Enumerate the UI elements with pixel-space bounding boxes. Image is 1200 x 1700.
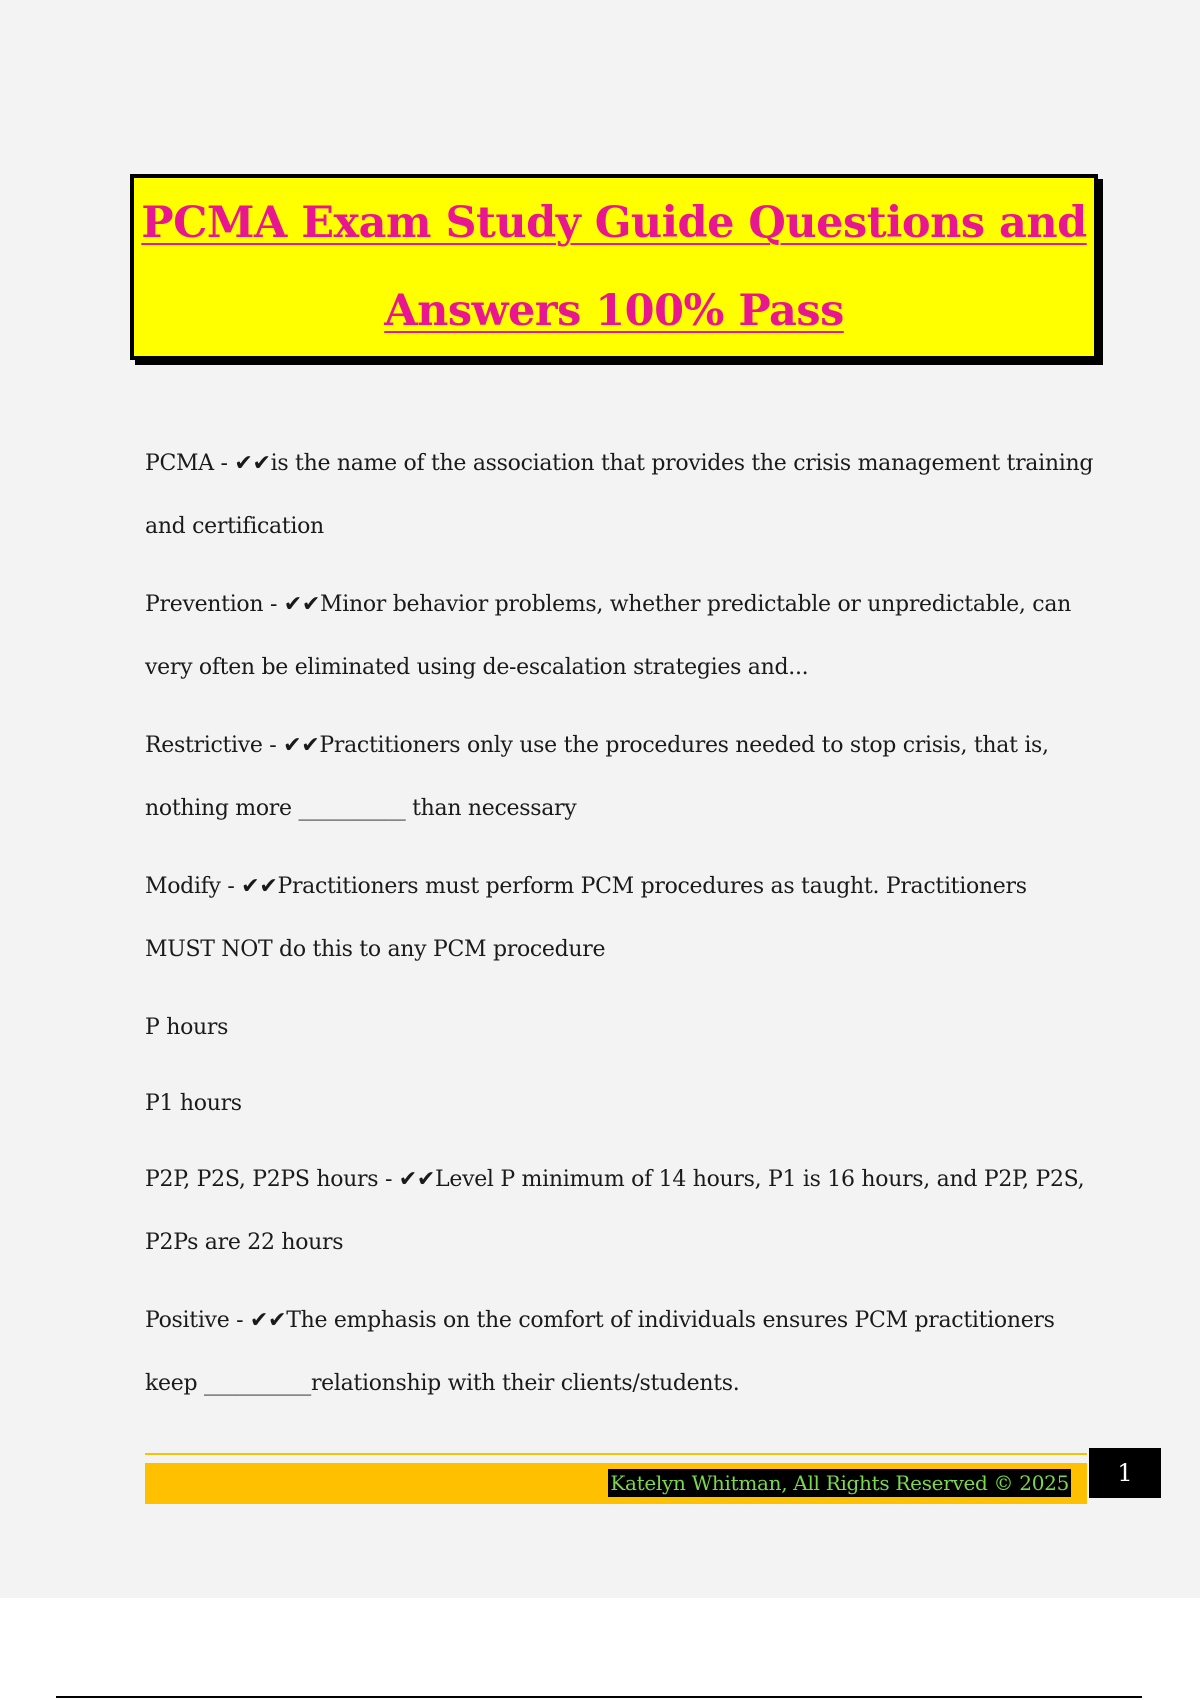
- entry-p-hours: P hours: [145, 1015, 229, 1040]
- entry-modify: Modify - ✔✔Practitioners must perform PCM procedures as taught. Practitioners MUST NOT do this to any PCM procedure: [145, 874, 1027, 962]
- entry-p1-hours: P1 hours: [145, 1091, 242, 1116]
- title-line-1: PCMA Exam Study Guide Questions and: [141, 198, 1087, 248]
- footer-copyright: Katelyn Whitman, All Rights Reserved © 2025: [610, 1471, 1069, 1495]
- entry-p2-hours: P2P, P2S, P2PS hours - ✔✔Level P minimum of 14 hours, P1 is 16 hours, and P2P, P2S, P2Ps are 22 hours: [145, 1167, 1085, 1255]
- entry-restrictive: Restrictive - ✔✔Practitioners only use the procedures needed to stop crisis, that is, nothing more __________ than necessary: [145, 733, 1049, 821]
- entry-pcma: PCMA - ✔✔is the name of the association that provides the crisis management training and certification: [145, 451, 1094, 539]
- footer-divider: [145, 1453, 1087, 1455]
- page-number: 1: [1089, 1448, 1161, 1498]
- footer-band: [145, 1463, 1087, 1504]
- entry-positive: Positive - ✔✔The emphasis on the comfort of individuals ensures PCM practitioners keep __________relationship with their clients/students.: [145, 1308, 1055, 1396]
- title-line-2: Answers 100% Pass: [384, 286, 844, 336]
- bottom-divider: [56, 1696, 1142, 1698]
- flashcard-list: [145, 432, 1095, 1430]
- title-banner: [130, 174, 1098, 360]
- entry-prevention: Prevention - ✔✔Minor behavior problems, whether predictable or unpredictable, can very often be eliminated using de-escalation strategies and...: [145, 592, 1071, 680]
